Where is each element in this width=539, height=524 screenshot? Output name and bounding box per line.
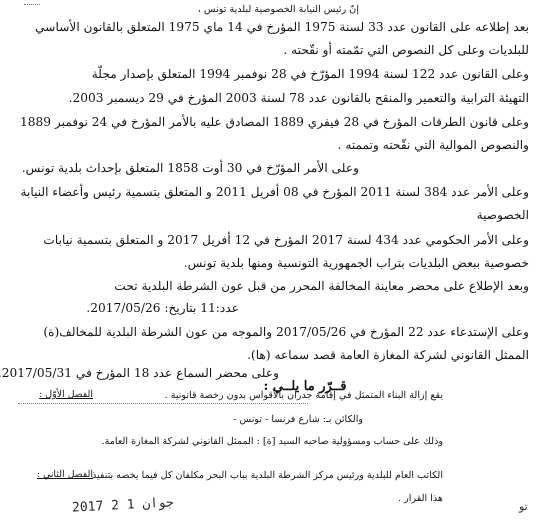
- preamble-line-2: للبلديات وعلى كل النصوص التي تمّمته أو نقّحته .: [283, 43, 529, 57]
- article-2-line-2: هذا القرار .: [398, 493, 443, 504]
- preamble-line-11: خصوصية ببعض البلديات بتراب الجمهورية التونسية ومنها بلدية تونس.: [183, 256, 529, 270]
- preamble-line-4: التهيئة الترابية والتعمير والمنقح بالقانون عدد 78 لسنة 2003 المؤرخ في 29 ديسمبر 2003.: [68, 91, 529, 105]
- decision-title: قــرّر ما يلــي :: [263, 379, 347, 394]
- handwritten-date: 2017 جوان 1 2: [71, 495, 175, 516]
- article-2-label: الفصل الثاني :: [36, 469, 93, 480]
- preamble-line-9: الخصوصية: [476, 208, 529, 222]
- preamble-line-13: عدد:11 بتاريخ: 2017/05/26.: [86, 301, 239, 315]
- preamble-line-6: والنصوص الموالية التي نقّحته وتممته .: [337, 138, 529, 152]
- article-2-line-1: الكاتب العام للبلدية ورئيس مركز الشرطة البلدية بباب البحر مكلفان كل فيما يخصه بتنفيذ: [91, 470, 443, 481]
- article-1-dotted-line: [18, 403, 308, 404]
- preamble-line-7: وعلى الأمر المؤرّخ في 30 أوت 1858 المتعلق بإحداث بلدية تونس.: [21, 161, 359, 175]
- edge-mark: تو: [519, 500, 528, 513]
- preamble-line-10: وعلى الأمر الحكومي عدد 434 لسنة 2017 المؤرخ في 12 أفريل 2017 و المتعلق بتسمية نيابات: [43, 233, 529, 247]
- preamble-line-16: وعلى محضر السماع عدد 18 المؤرخ في 2017/05/31: [1, 366, 279, 380]
- article-1-line-3: وذلك على حساب ومسؤولية صاحبه السيد [ة] : الممثل القانوني لشركة المغازة العامة.: [101, 436, 443, 447]
- preamble-line-8: وعلى الأمر عدد 384 لسنة 2011 المؤرخ في 08 أفريل 2011 و المتعلق بتسمية رئيس وأعضاء النيابة: [20, 185, 529, 199]
- preamble-line-3: وعلى القانون عدد 122 لسنة 1994 المؤرّخ في 28 نوفمبر 1994 المتعلق بإصدار مجلّة: [91, 67, 529, 81]
- document-header: إنّ رئيس النيابة الخصوصية لبلدية تونس ،: [197, 4, 359, 15]
- article-1-line-1: يقع إزالة البناء المتمثل في إقامة جدران بالأقواس بدون رخصة قانونية .: [164, 390, 443, 401]
- preamble-line-14: وعلى الإستدعاء عدد 22 المؤرخ في 2017/05/26 والموجه من عون الشرطة البلدية للمخالف(ة): [43, 325, 529, 339]
- preamble-line-15: الممثل القانوني لشركة المغازة العامة قصد سماعه (ها).: [247, 348, 529, 362]
- preamble-line-5: وعلى قانون الطرقات المؤرخ في 28 فيفري 1889 المصادق عليه بالأمر المؤرخ في 24 نوفمبر 1889: [20, 115, 529, 129]
- preamble-line-12: وبعد الإطلاع على محضر معاينة المخالفة المحرر من قبل عون الشرطة البلدية تحت: [114, 279, 529, 293]
- article-1-label: الفصل الأوّل :: [39, 389, 93, 400]
- article-1-line-2: والكائن بـ: شارع فرنسا - تونس -: [233, 414, 363, 425]
- preamble-line-1: بعد إطلاعه على القانون عدد 33 لسنة 1975 المؤرخ في 14 ماي 1975 المتعلق بالقانون الأساسي: [35, 20, 529, 34]
